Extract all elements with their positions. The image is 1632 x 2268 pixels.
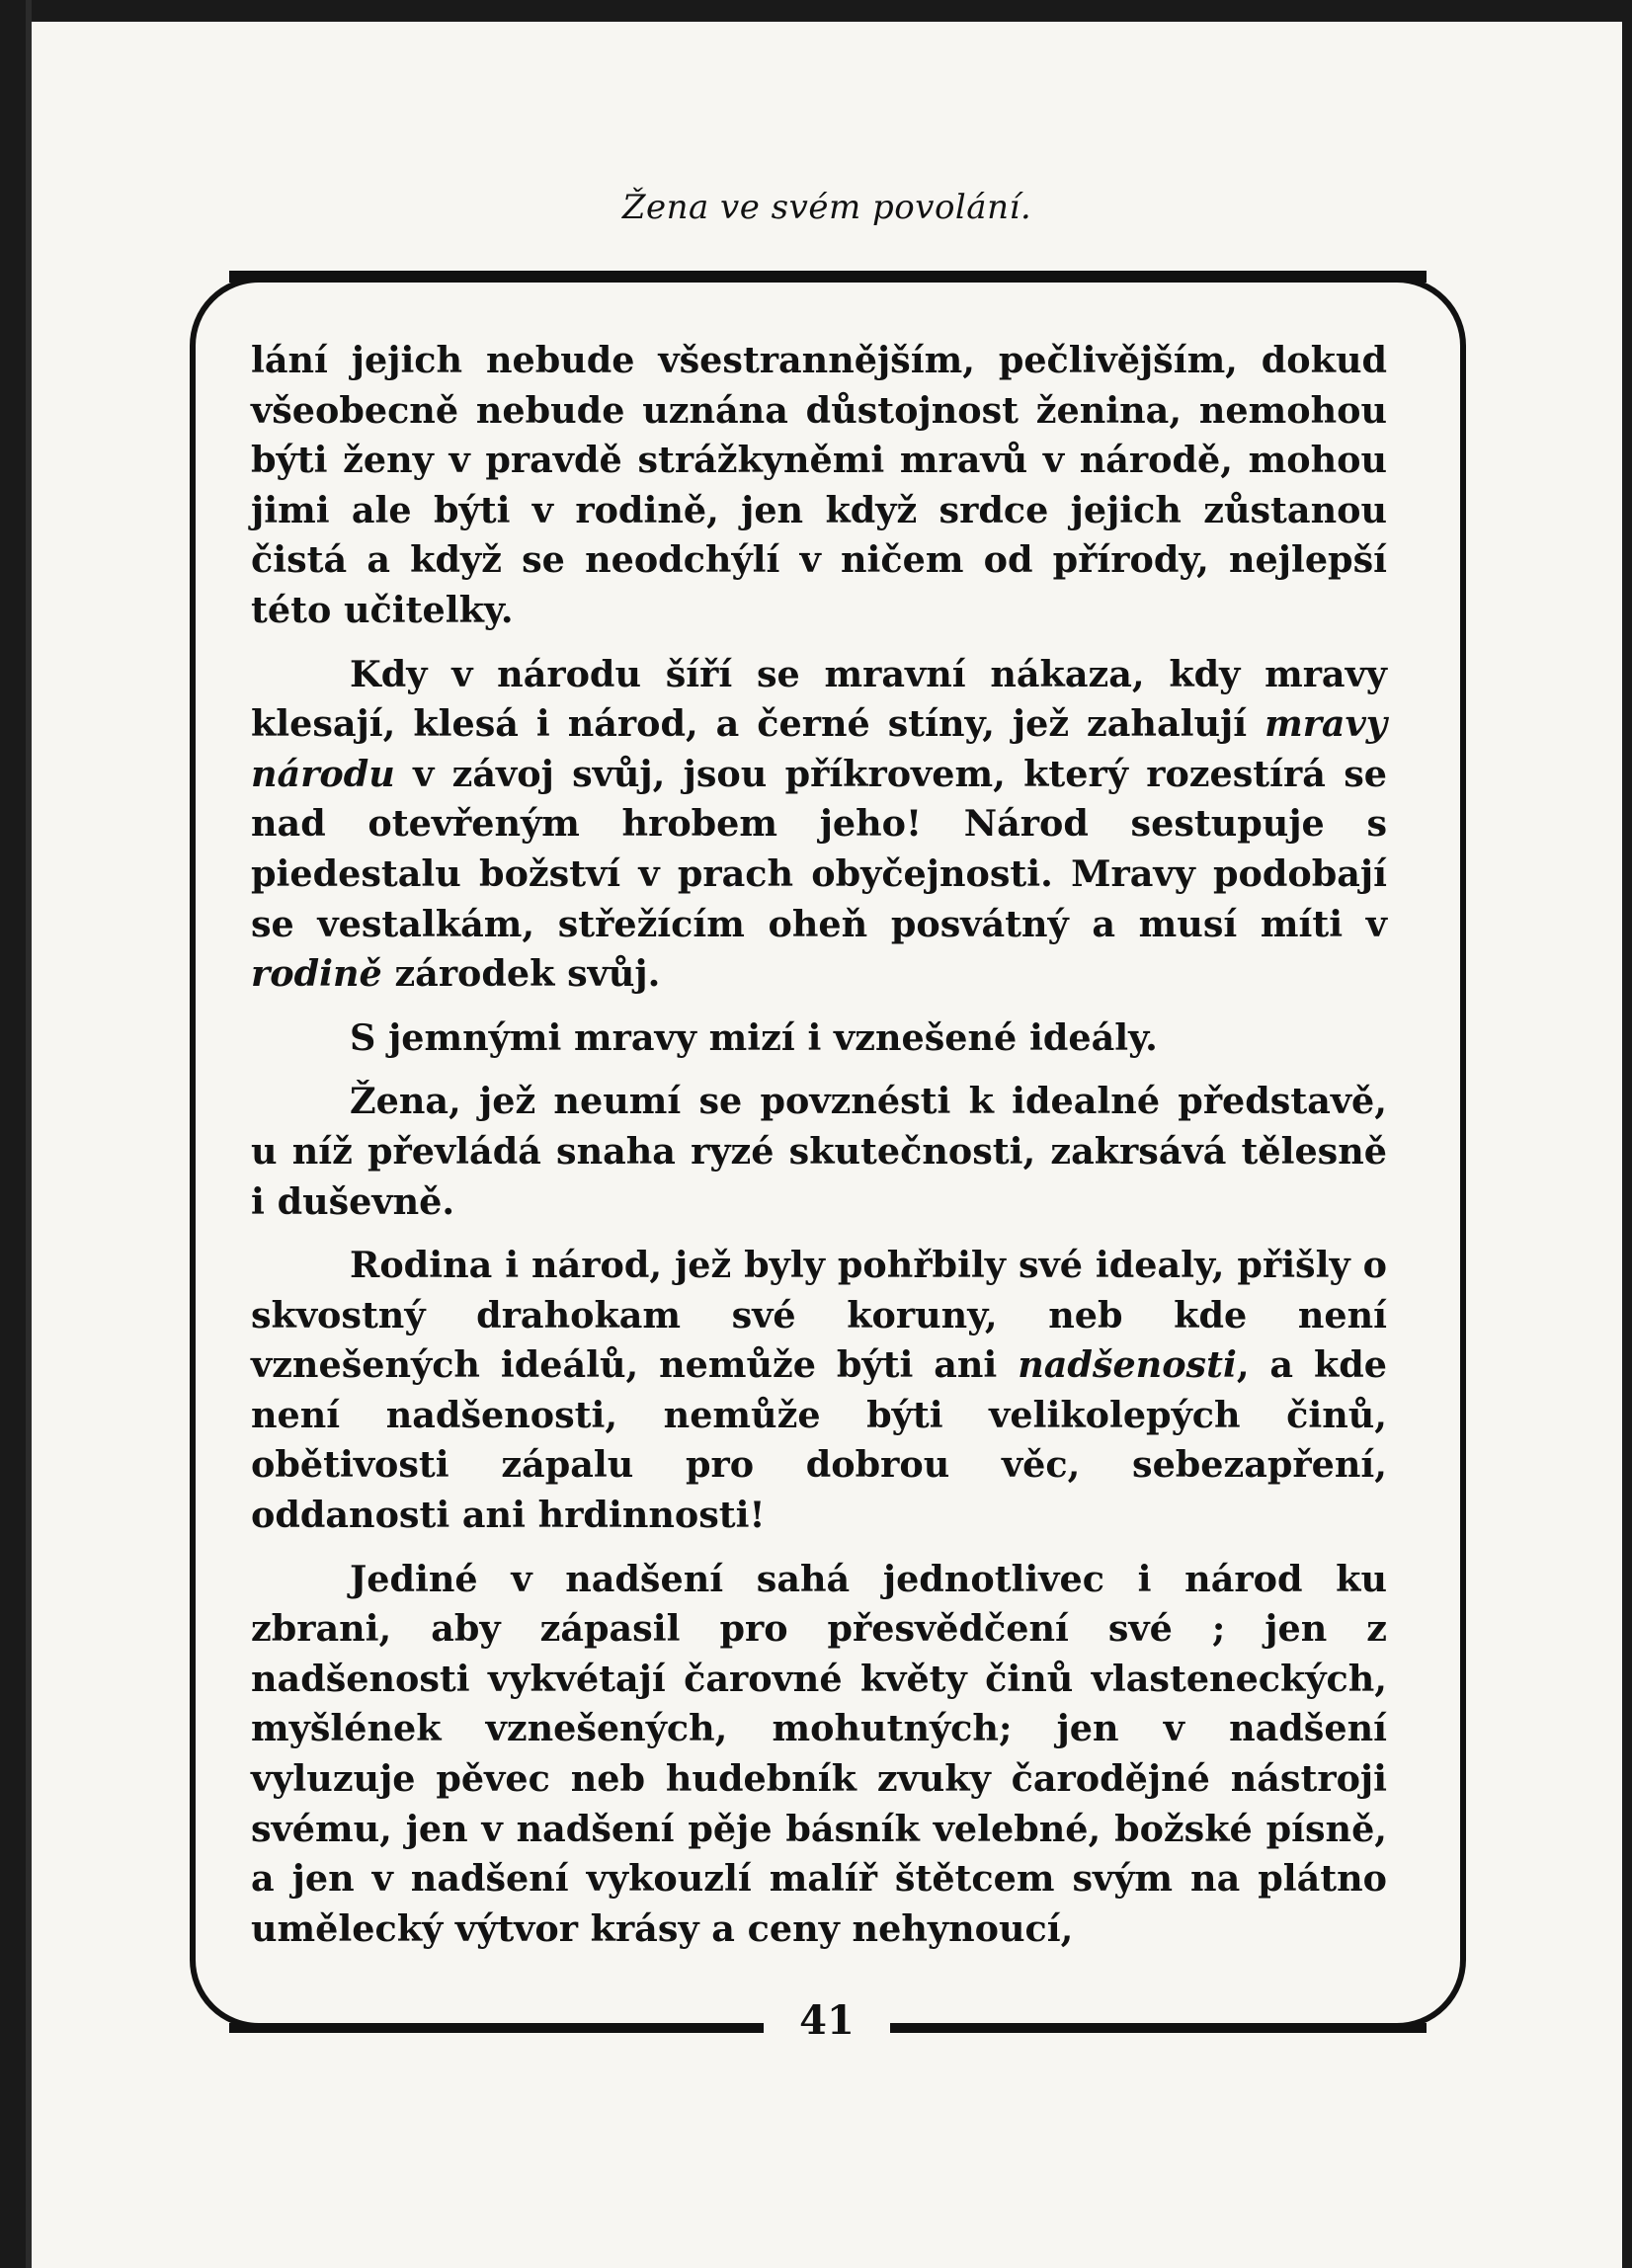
paragraph-2-emphasis-2: rodině — [251, 952, 382, 996]
paragraph-3: S jemnými mravy mizí i vznešené ideály. — [350, 1015, 1158, 1059]
paragraph-2-emphasis-1: mravy národu — [251, 702, 1387, 795]
paragraph-5-part-b: , a kde není nadšenosti, nemůže býti velikolepých činů, obětivosti zápalu pro dobrou věc, sebezapření, oddanosti ani hrdinnosti! — [251, 1343, 1387, 1537]
paragraph-6: Jediné v nadšení sahá jednotlivec i národ ku zbrani, aby zápasil pro přesvědčení své ; jen z nadšenosti vykvétají čarovné květy činů vlasteneckých, myšlének vznešených, mohutných; jen v nadšení vyluzuje pěvec neb hudebník zvuky čarodějné nástroji svému, jen v nadšení pěje básník velebné, božské písně, a jen v nadšení vykouzlí malíř štětcem svým na plátno umělecký výtvor krásy a ceny nehynoucí, — [251, 1557, 1387, 1950]
page-number-text: 41 — [764, 1997, 890, 2044]
book-page — [32, 22, 1622, 2268]
paragraph-2-part-c: zárodek svůj. — [381, 952, 661, 996]
paragraph-1: lání jejich nebude všestrannějším, pečlivějším, dokud všeobecně nebude uznána důstojnost ženina, nemohou býti ženy v pravdě strážkyněmi mravů v národě, mohou jimi ale býti v rodině, jen když srdce jejich zůstanou čistá a když se neodchýlí v ničem od přírody, nejlepší této učitelky. — [251, 339, 1387, 631]
page-number — [32, 1997, 1622, 2044]
paragraph-5-emphasis: nadšenosti — [1018, 1343, 1237, 1387]
paragraph-4: Žena, jež neumí se povznésti k idealné představě, u níž převládá snaha ryzé skutečnosti, zakrsává tělesně i duševně. — [251, 1080, 1387, 1223]
running-header: Žena ve svém povolání. — [621, 188, 1032, 227]
paragraph-5-part-a: Rodina i národ, jež byly pohřbily své idealy, přišly o skvostný drahokam své koruny, neb kde není vznešených ideálů, nemůže býti ani — [251, 1244, 1387, 1387]
paragraph-2-part-b: v závoj svůj, jsou příkrovem, který rozestírá se nad otevřeným hrobem jeho! Národ sestupuje s piedestalu božství v prach obyčejnosti. Mravy podobají se vestalkám, střežícím oheň posvátný a musí míti v — [251, 752, 1387, 945]
body-text — [251, 336, 1387, 1968]
paragraph-2-part-a: Kdy v národu šíří se mravní nákaza, kdy mravy klesají, klesá i národ, a černé stíny, jež zahalují — [251, 652, 1387, 746]
paragraph-5 — [251, 1241, 1387, 1541]
paragraph-2 — [251, 650, 1387, 1000]
frame-top-rule — [229, 271, 1427, 283]
